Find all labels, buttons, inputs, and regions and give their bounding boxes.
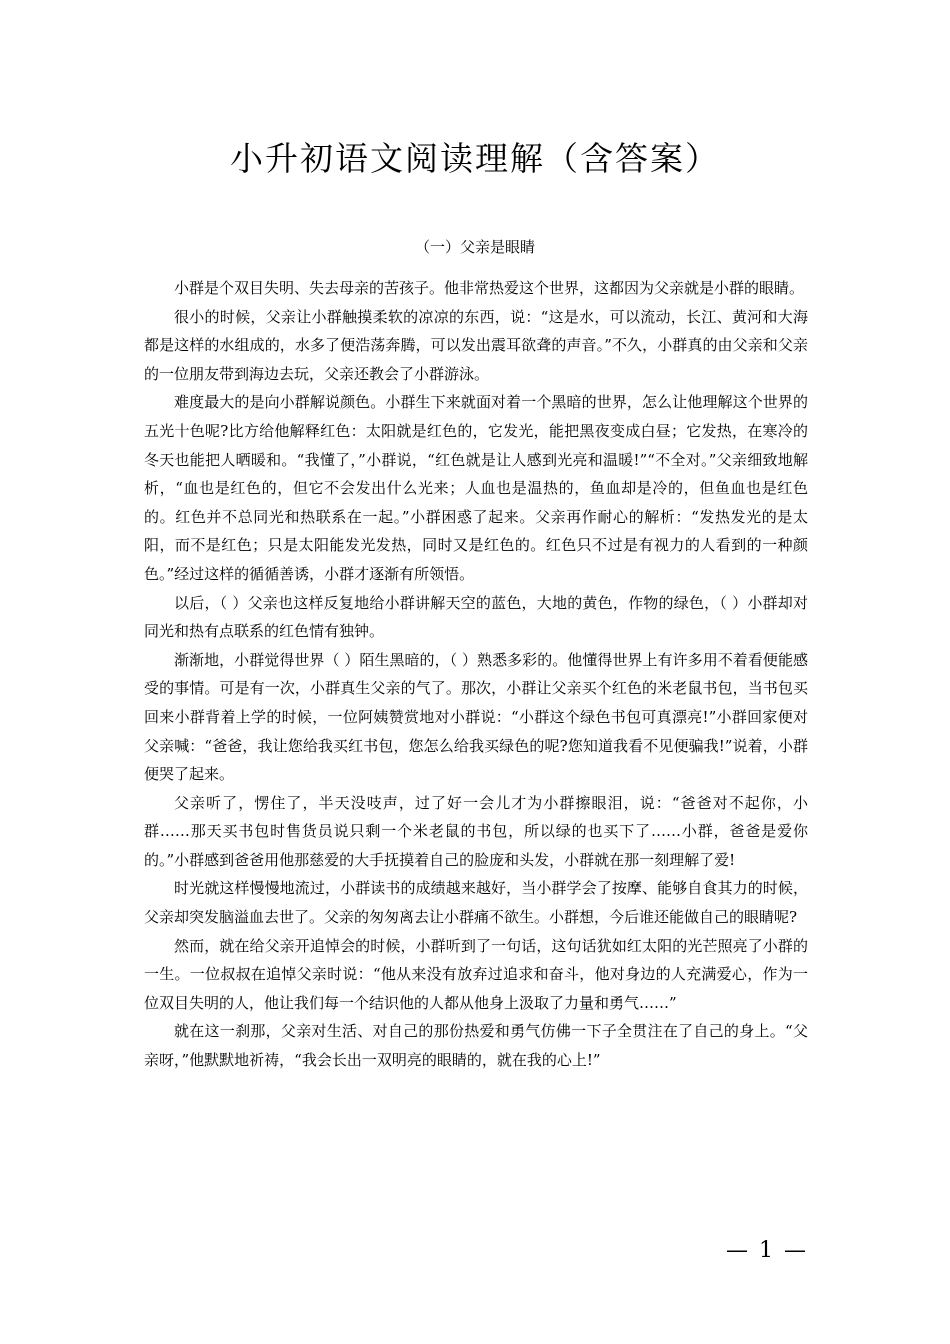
document-title: 小升初语文阅读理解（含答案） [230,139,720,178]
paragraph: 以后，（ ）父亲也这样反复地给小群讲解天空的蓝色，大地的黄色，作物的绿色，（ ）小群却对同光和热有点联系的红色情有独钟。 [144,593,808,641]
paragraph: 时光就这样慢慢地流过，小群读书的成绩越来越好，当小群学会了按摩、能够自食其力的时候，父亲却突发脑溢血去世了。父亲的匆匆离去让小群痛不欲生。小群想，今后谁还能做自己的眼睛呢? [144,879,808,927]
article-body [144,274,808,1075]
paragraph: 就在这一刹那，父亲对生活、对自己的那份热爱和勇气仿佛一下子全贯注在了自己的身上。“父亲呀，”他默默地祈祷，“我会长出一双明亮的眼睛的，就在我的心上!” [144,1022,808,1070]
paragraph: 小群是个双目失明、失去母亲的苦孩子。他非常热爱这个世界，这都因为父亲就是小群的眼睛。 [174,279,805,297]
paragraph: 难度最大的是向小群解说颜色。小群生下来就面对着一个黑暗的世界，怎么让他理解这个世界的五光十色呢?比方给他解释红色：太阳就是红色的，它发光，能把黑夜变成白昼；它发热，在寒冷的冬天也能把人晒暖和。“我懂了，”小群说，“红色就是让人感到光亮和温暖!”“不全对。”父亲细致地解析，“血也是红色的，但它不会发出什么光来；人血也是温热的，鱼血却是冷的，但鱼血也是红色的。红色并不总同光和热联系在一起。”小群困惑了起来。父亲再作耐心的解析：“发热发光的是太阳，而不是红色；只是太阳能发光发热，同时又是红色的。红色只不过是有视力的人看到的一种颜色。”经过这样的循循善诱，小群才逐渐有所领悟。 [144,393,808,583]
paragraph: 很小的时候，父亲让小群触摸柔软的凉凉的东西，说：“这是水，可以流动，长江、黄河和大海都是这样的水组成的，水多了便浩荡奔腾，可以发出震耳欲聋的声音。”不久，小群真的由父亲和父亲的一位朋友带到海边去玩，父亲还教会了小群游泳。 [144,307,808,383]
page-number: — 1 — [726,1238,808,1263]
paragraph: 然而，就在给父亲开追悼会的时候，小群听到了一句话，这句话犹如红太阳的光芒照亮了小群的一生。一位叔叔在追悼父亲时说：“他从来没有放弃过追求和奋斗，他对身边的人充满爱心，作为一位双目失明的人，他让我们每一个结识他的人都从他身上汲取了力量和勇气……” [144,936,808,1012]
section-heading: （一）父亲是眼睛 [414,238,535,256]
paragraph: 父亲听了，愣住了，半天没吱声，过了好一会儿才为小群擦眼泪，说：“爸爸对不起你，小群……那天买书包时售货员说只剩一个米老鼠的书包，所以绿的也买下了……小群，爸爸是爱你的。”小群感到爸爸用他那慈爱的大手抚摸着自己的脸庞和头发，小群就在那一刻理解了爱! [144,793,808,869]
paragraph: 渐渐地，小群觉得世界（ ）陌生黑暗的，（ ）熟悉多彩的。他懂得世界上有许多用不着看便能感受的事情。可是有一次，小群真生父亲的气了。那次，小群让父亲买个红色的米老鼠书包，当书包买回来小群背着上学的时候，一位阿姨赞赏地对小群说：“小群这个绿色书包可真漂亮!”小群回家便对父亲喊：“爸爸，我让您给我买红书包，您怎么给我买绿色的呢?您知道我看不见便骗我!”说着，小群便哭了起来。 [144,650,808,784]
